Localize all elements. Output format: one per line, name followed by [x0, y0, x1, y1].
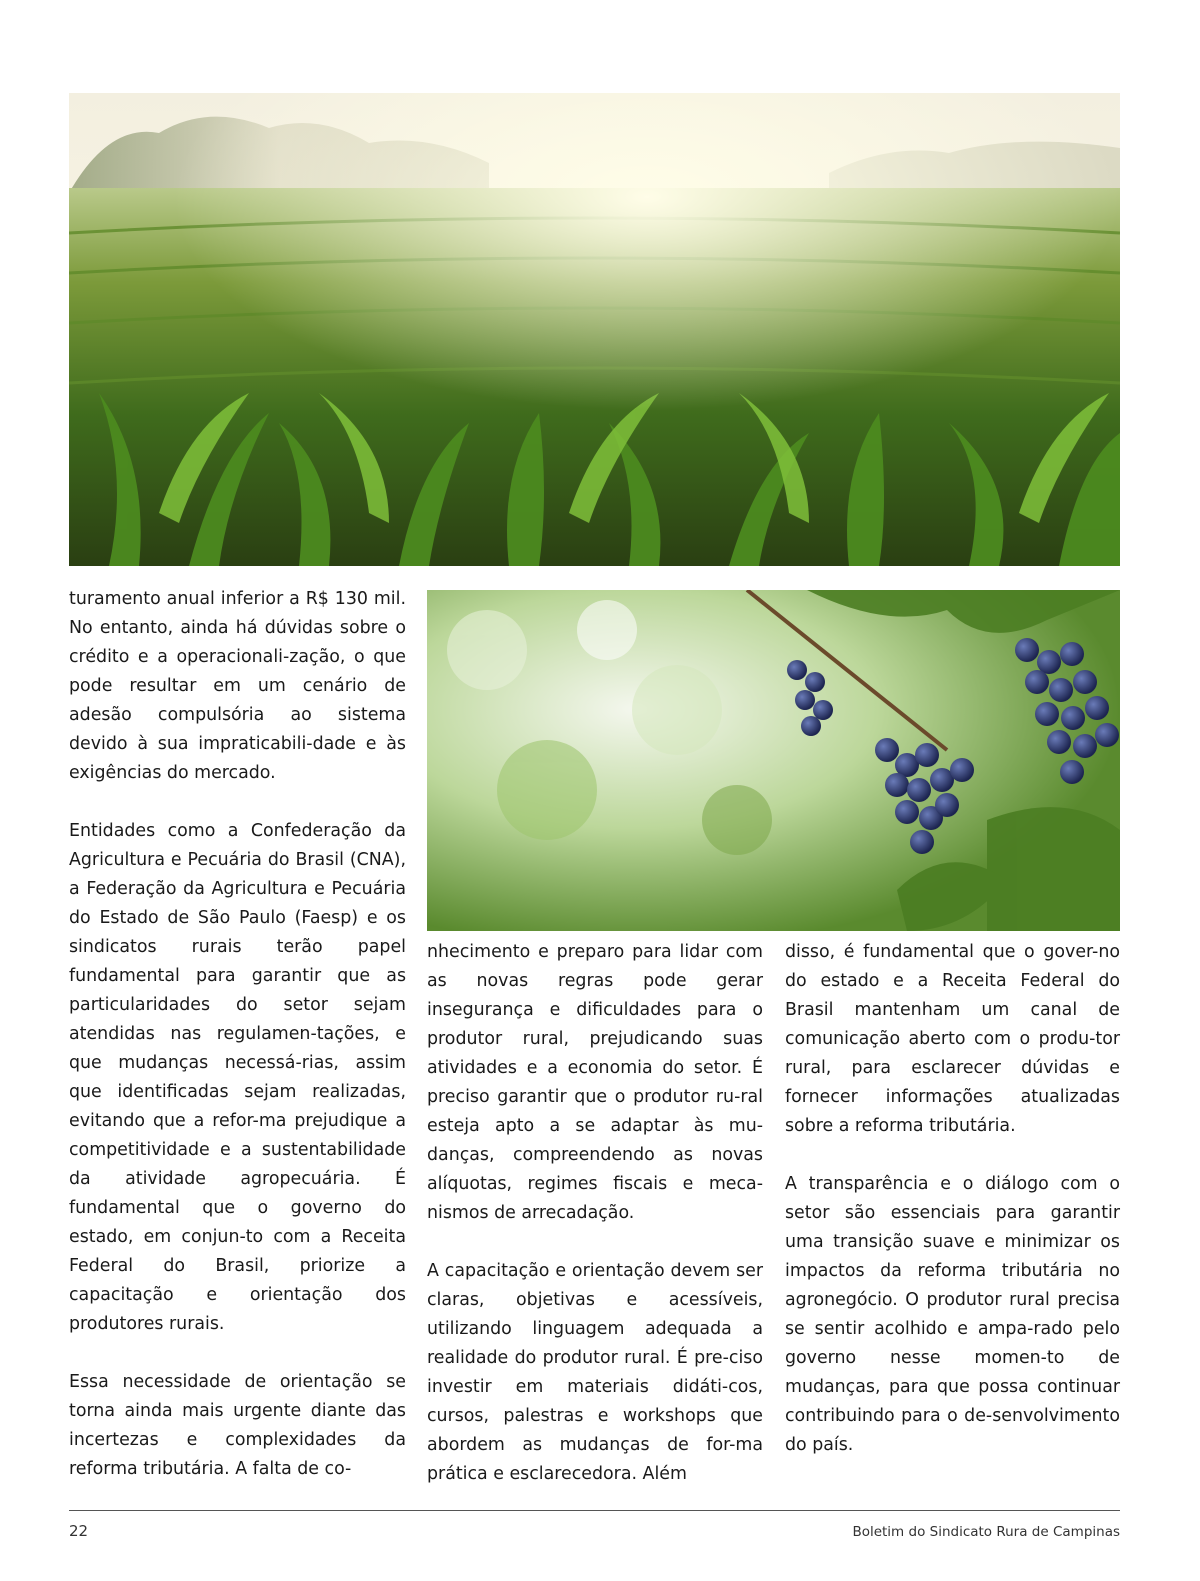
paragraph: nhecimento e preparo para lidar com as novas regras pode gerar insegurança e dificuldades para o produtor rural, prejudicando suas atividades e a economia do setor. É preciso garantir que o produtor ru-ral esteja apto a se adaptar às mu-danças, compreendendo as novas alíquotas, regimes fiscais e meca-nismos de arrecadação. [427, 942, 763, 1223]
page-number: 22 [69, 1522, 89, 1540]
article-column-3 [785, 938, 1120, 1460]
paragraph: A transparência e o diálogo com o setor são essenciais para garantir uma transição suave e minimizar os impactos da reforma tributária no agronegócio. O produtor rural precisa se sentir acolhido e ampa-rado pelo governo nesse momen-to de mudanças, para que possa continuar contribuindo para o de-senvolvimento do país. [785, 1174, 1120, 1455]
paragraph: turamento anual inferior a R$ 130 mil. No entanto, ainda há dúvidas sobre o crédito e a operacionali-zação, o que pode resultar em um cenário de adesão compulsória ao sistema devido à sua impraticabili-dade e às exigências do mercado. [69, 589, 406, 783]
grape-vineyard-photo [427, 590, 1120, 931]
paragraph: Entidades como a Confederação da Agricultura e Pecuária do Brasil (CNA), a Federação da Agricultura e Pecuária do Estado de São Paulo (Faesp) e os sindicatos rurais terão papel fundamental para garantir que as particularidades do setor sejam atendidas nas regulamen-tações, e que mudanças necessá-rias, assim que identificadas sejam realizadas, evitando que a refor-ma prejudique a competitividade e a sustentabilidade da atividade agropecuária. É fundamental que o governo do estado, em conjun-to com a Receita Federal do Brasil, priorize a capacitação e orientação dos produtores rurais. [69, 821, 406, 1334]
article-column-2 [427, 938, 763, 1489]
paragraph: Essa necessidade de orientação se torna ainda mais urgente diante das incertezas e complexidades da reforma tributária. A falta de co- [69, 1372, 406, 1479]
paragraph: disso, é fundamental que o gover-no do estado e a Receita Federal do Brasil mantenham um canal de comunicação aberto com o produ-tor rural, para esclarecer dúvidas e fornecer informações atualizadas sobre a reforma tributária. [785, 942, 1120, 1136]
corn-field-icon [69, 93, 1120, 566]
grape-cluster-icon [427, 590, 1120, 931]
footer-divider [69, 1510, 1120, 1511]
publication-title: Boletim do Sindicato Rura de Campinas [852, 1524, 1120, 1540]
article-column-1 [69, 585, 406, 1484]
paragraph: A capacitação e orientação devem ser claras, objetivas e acessíveis, utilizando linguagem adequada a realidade do produtor rural. É pre-ciso investir em materiais didáti-cos, cursos, palestras e workshops que abordem as mudanças de for-ma prática e esclarecedora. Além [427, 1261, 763, 1484]
corn-field-photo [69, 93, 1120, 566]
